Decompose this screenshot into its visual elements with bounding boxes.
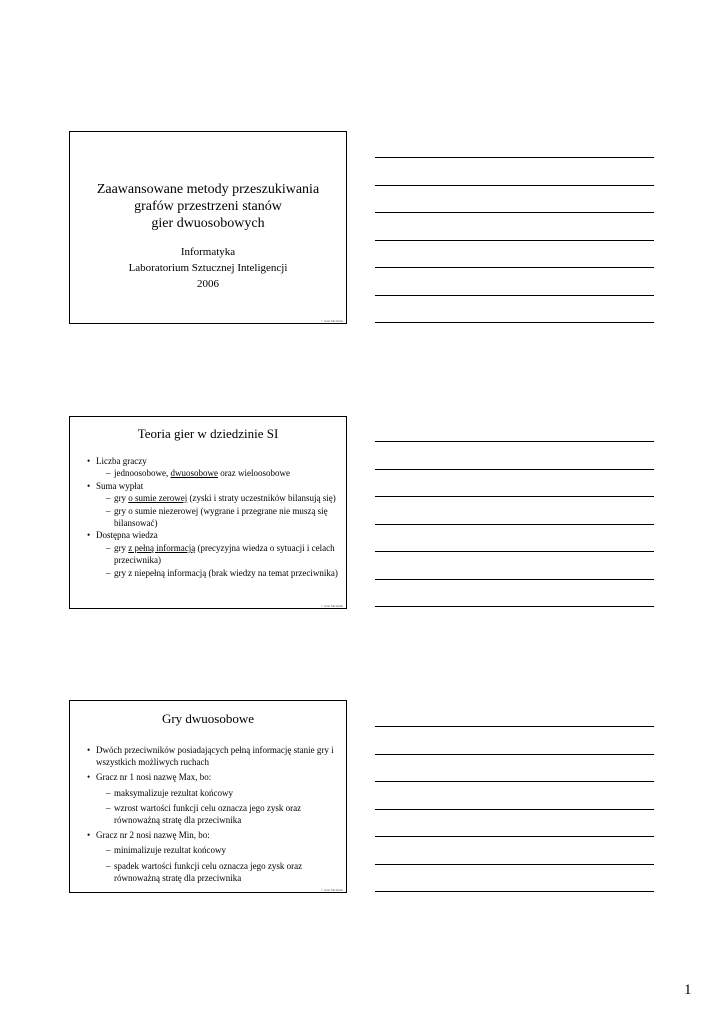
note-line [375, 891, 654, 892]
sub-bullet-item: – jednoosobowe, dwuosobowe oraz wieloosobowe [70, 467, 346, 479]
note-line [375, 212, 654, 213]
bullet-item: • Dostępna wiedza [70, 529, 346, 541]
sub-bullet-item: – minimalizuje rezultat końcowy [70, 844, 346, 856]
sub-bullet-item: – wzrost wartości funkcji celu oznacza jego zysk oraz równoważną stratę dla przeciwnika [70, 802, 346, 826]
note-line [375, 606, 654, 607]
sub-bullet-item: – gry o sumie zerowej (zyski i straty uczestników bilansują się) [70, 492, 346, 504]
bullet-item: • Gracz nr 1 nosi nazwę Max, bo: [70, 771, 346, 783]
note-line [375, 295, 654, 296]
note-line [375, 267, 654, 268]
bullet-item: • Gracz nr 2 nosi nazwę Min, bo: [70, 829, 346, 841]
note-line [375, 240, 654, 241]
slide-1-copyright: © Artur Michalski [320, 319, 343, 323]
page-number: 1 [684, 982, 692, 998]
note-line [375, 469, 654, 470]
slide-2-bullets [70, 455, 346, 579]
note-line [375, 754, 654, 755]
sub-bullet-item: – gry z niepełną informacją (brak wiedzy na temat przeciwnika) [70, 567, 346, 579]
slide-1-title [70, 181, 346, 232]
note-line [375, 322, 654, 323]
slide-3 [69, 700, 347, 893]
slide-2-title: Teoria gier w dziedzinie SI [137, 426, 279, 441]
slide-1-subtitle [70, 244, 346, 292]
slide-2 [69, 416, 347, 609]
note-line [375, 726, 654, 727]
note-line [375, 579, 654, 580]
sub-bullet-item: – gry z pełną informacją (precyzyjna wiedza o sytuacji i celach przeciwnika) [70, 542, 346, 567]
note-line [375, 441, 654, 442]
note-line [375, 781, 654, 782]
bullet-item: • Dwóch przeciwników posiadających pełną informację stanie gry i wszystkich możliwych ruchach [70, 744, 346, 768]
slide-1 [69, 131, 347, 324]
note-line [375, 185, 654, 186]
slide-3-title: Gry dwuosobowe [161, 711, 255, 726]
slide-1-subtitle-line: Laboratorium Sztucznej Inteligencji [128, 262, 288, 274]
slide-1-subtitle-line: 2006 [197, 278, 219, 290]
note-line [375, 809, 654, 810]
slide-1-title-line: grafów przestrzeni stanów [134, 199, 282, 214]
note-line [375, 836, 654, 837]
note-line [375, 864, 654, 865]
sub-bullet-item: – gry o sumie niezerowej (wygrane i przegrane nie muszą się bilansować) [70, 505, 346, 530]
slide-2-copyright: © Artur Michalski [320, 604, 343, 608]
slide-1-title-line: Zaawansowane metody przeszukiwania [96, 182, 320, 197]
note-line [375, 524, 654, 525]
sub-bullet-item: – maksymalizuje rezultat końcowy [70, 787, 346, 799]
note-line [375, 496, 654, 497]
note-line [375, 157, 654, 158]
bullet-item: • Liczba graczy [70, 455, 346, 467]
slide-3-bullets [70, 744, 346, 884]
bullet-item: • Suma wypłat [70, 480, 346, 492]
slide-3-copyright: © Artur Michalski [320, 888, 343, 892]
slide-1-title-line: gier dwuosobowych [151, 216, 265, 231]
slide-1-subtitle-line: Informatyka [180, 246, 236, 258]
note-line [375, 551, 654, 552]
sub-bullet-item: – spadek wartości funkcji celu oznacza jego zysk oraz równoważną stratę dla przeciwnika [70, 860, 346, 884]
